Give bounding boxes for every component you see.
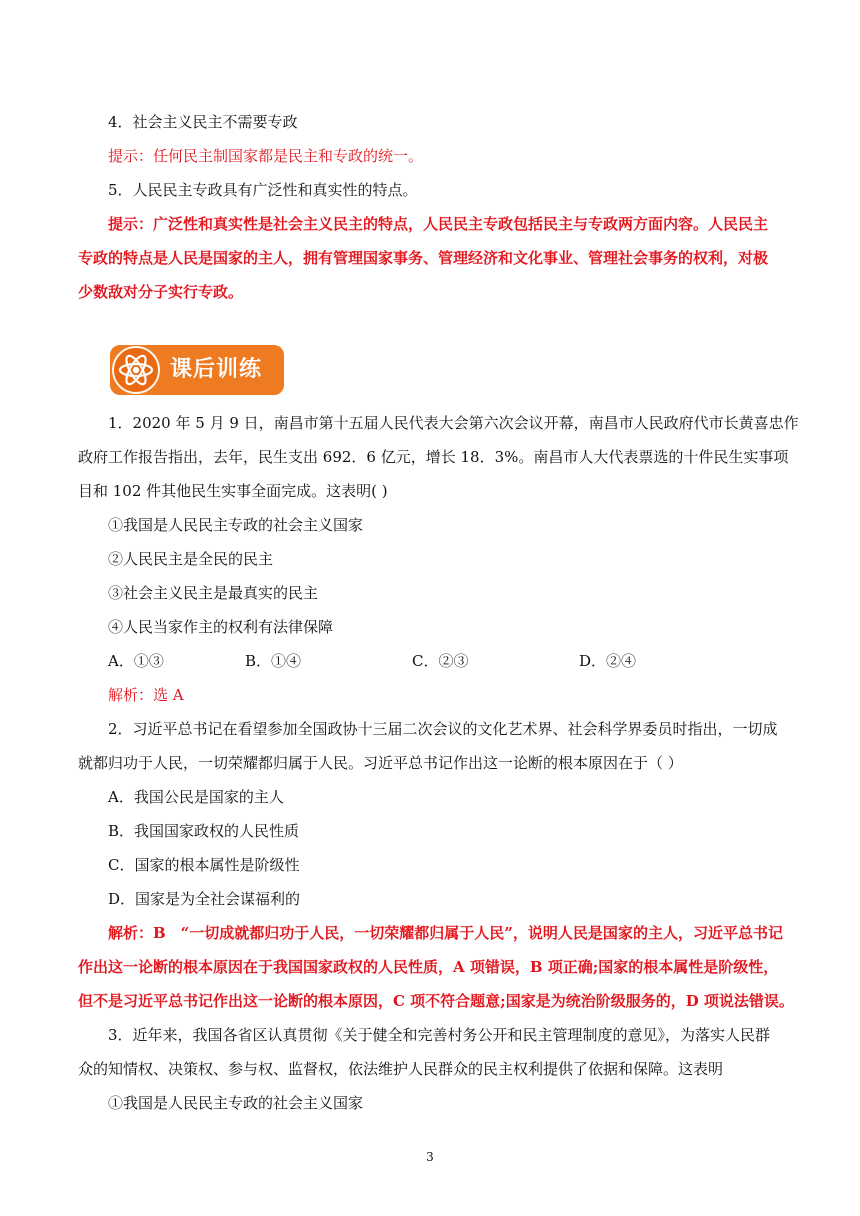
q1-statement-2: ②人民民主是全民的民主 — [108, 550, 274, 568]
item-5-hint-line-3: 少数敌对分子实行专政。 — [78, 283, 244, 301]
q2-answer-line-1: 解析：B “一切成就都归功于人民，一切荣耀都归属于人民”，说明人民是国家的主人，习近平总书记 — [108, 924, 783, 942]
q1-line-3: 目和 102 件其他民生实事全面完成。这表明( ) — [78, 482, 388, 500]
q3-statement-1: ①我国是人民民主专政的社会主义国家 — [108, 1094, 364, 1112]
q2-line-2: 就都归功于人民，一切荣耀都归属于人民。习近平总书记作出这一论断的根本原因在于（ ） — [78, 754, 683, 772]
q2-option-d: D．国家是为全社会谋福利的 — [108, 890, 301, 908]
q1-statement-1: ①我国是人民民主专政的社会主义国家 — [108, 516, 364, 534]
q1-option-b: B．①④ — [245, 652, 302, 670]
q2-answer-line-2: 作出这一论断的根本原因在于我国国家政权的人民性质，A 项错误，B 项正确;国家的根本属性是阶级性， — [78, 958, 779, 976]
q2-option-c: C．国家的根本属性是阶级性 — [108, 856, 300, 874]
q2-line-1: 2．习近平总书记在看望参加全国政协十三届二次会议的文化艺术界、社会科学界委员时指出，一切成 — [108, 720, 778, 738]
item-4: 4．社会主义民主不需要专政 — [108, 113, 298, 131]
q3-line-2: 众的知情权、决策权、参与权、监督权，依法维护人民群众的民主权利提供了依据和保障。这表明 — [78, 1060, 724, 1078]
atom-icon-badge — [112, 346, 160, 394]
q2-option-b: B．我国国家政权的人民性质 — [108, 822, 300, 840]
q1-statement-3: ③社会主义民主是最真实的民主 — [108, 584, 319, 602]
q1-option-c: C．②③ — [412, 652, 469, 670]
q1-option-a: A．①③ — [108, 652, 164, 670]
item-5: 5．人民民主专政具有广泛性和真实性的特点。 — [108, 181, 418, 199]
item-5-hint-line-2: 专政的特点是人民是国家的主人，拥有管理国家事务、管理经济和文化事业、管理社会事务的权利，对极 — [78, 249, 769, 267]
section-banner — [110, 345, 284, 395]
atom-icon — [114, 348, 158, 392]
item-5-hint-line-1: 提示：广泛性和真实性是社会主义民主的特点，人民民主专政包括民主与专政两方面内容。人民民主 — [108, 215, 769, 233]
item-4-hint: 提示：任何民主制国家都是民主和专政的统一。 — [108, 147, 424, 165]
q2-answer-line-3: 但不是习近平总书记作出这一论断的根本原因，C 项不符合题意;国家是为统治阶级服务的，D 项说法错误。 — [78, 992, 794, 1010]
q3-line-1: 3．近年来，我国各省区认真贯彻《关于健全和完善村务公开和民主管理制度的意见》，为落实人民群 — [108, 1026, 771, 1044]
q1-answer: 解析：选 A — [108, 686, 184, 704]
page-number: 3 — [426, 1150, 434, 1164]
q1-statement-4: ④人民当家作主的权利有法律保障 — [108, 618, 334, 636]
q2-option-a: A．我国公民是国家的主人 — [108, 788, 284, 806]
banner-title: 课后训练 — [170, 357, 263, 382]
q1-option-d: D．②④ — [579, 652, 637, 670]
q1-line-1: 1．2020 年 5 月 9 日，南昌市第十五届人民代表大会第六次会议开幕，南昌市人民政府代市长黄喜忠作 — [108, 414, 799, 432]
q1-line-2: 政府工作报告指出，去年，民生支出 692．6 亿元，增长 18．3%。南昌市人大代表票选的十件民生实事项 — [78, 448, 789, 466]
